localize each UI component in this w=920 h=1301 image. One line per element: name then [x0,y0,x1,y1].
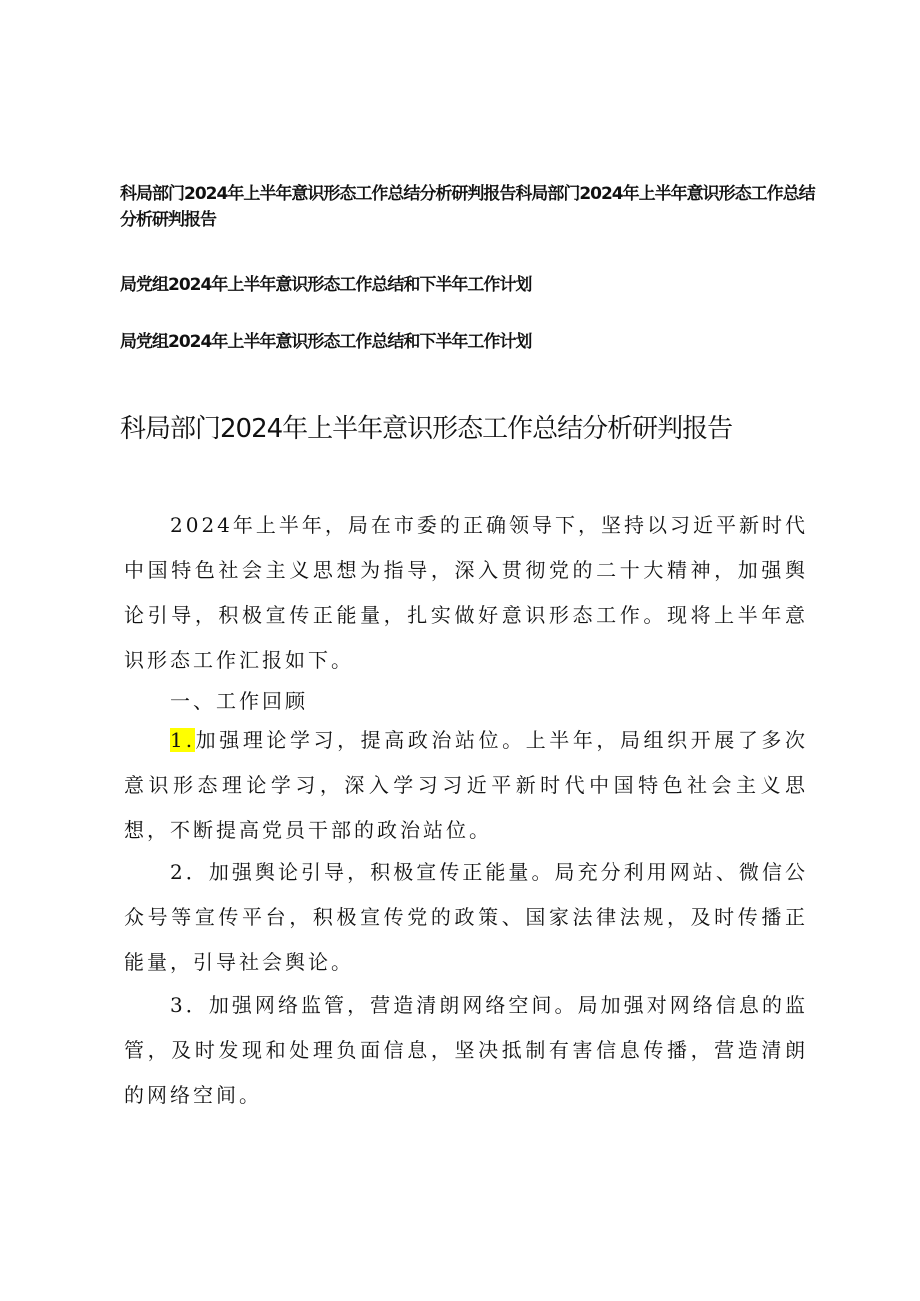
section-heading: 一、工作回顾 [170,689,308,713]
toc-entry-2: 局党组2024年上半年意识形态工作总结和下半年工作计划 [120,275,532,295]
list-item-2: 2．加强舆论引导，积极宣传正能量。局充分利用网站、微信公众号等宣传平台，积极宣传党的政策、国家法律法规，及时传播正能量，引导社会舆论。 [124,860,808,974]
list-item-3: 3．加强网络监管，营造清朗网络空间。局加强对网络信息的监管，及时发现和处理负面信息，坚决抵制有害信息传播，营造清朗的网络空间。 [124,993,808,1107]
list-item-1-text: 加强理论学习，提高政治站位。上半年，局组织开展了多次意识形态理论学习，深入学习习近平新时代中国特色社会主义思想，不断提高党员干部的政治站位。 [124,728,808,842]
toc-entry-3: 局党组2024年上半年意识形态工作总结和下半年工作计划 [120,332,532,352]
document-title: 科局部门2024年上半年意识形态工作总结分析研判报告 [120,414,733,444]
list-item-1 [124,718,808,853]
intro-paragraph: 2024年上半年，局在市委的正确领导下，坚持以习近平新时代中国特色社会主义思想为指导，深入贯彻党的二十大精神，加强舆论引导，积极宣传正能量，扎实做好意识形态工作。现将上半年意识形态工作汇报如下。 [124,513,808,672]
highlighted-number: 1. [170,728,196,752]
toc-entry-1: 科局部门2024年上半年意识形态工作总结分析研判报告科局部门2024年上半年意识形态工作总结分析研判报告 [120,184,815,230]
